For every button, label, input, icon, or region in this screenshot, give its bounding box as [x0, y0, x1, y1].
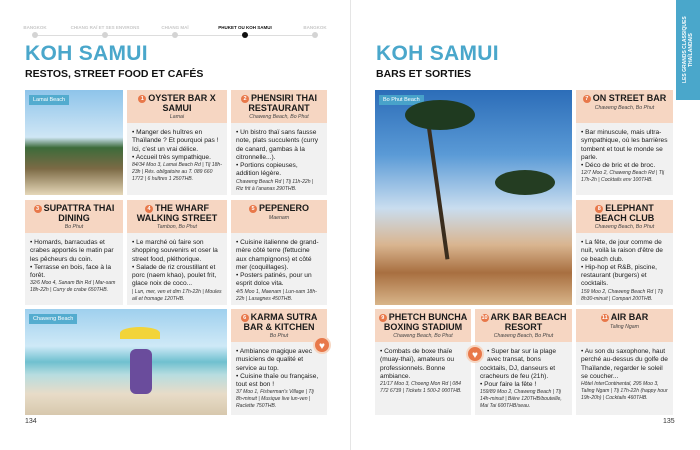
entry-info: Hôtel InterContinental, 295 Moo 3, Taling Ngam | Tlj 17h-22h (happy hour 19h-20h) | Cocktails 460THB.: [581, 381, 668, 402]
entry-karma-sutra: 6 KARMA SUTRA BAR & KITCHEN Bo Phut • Ambiance magique avec musiciens de qualité et service au top. • Cuisine thaïe ou française, tout est bon ! 37 Moo 1, Fisherman's Village | Tlj 8h-minuit | Musique live lun-ven | Raclette 750THB. ♥: [231, 309, 327, 415]
entry-location: Taling Ngam: [610, 323, 639, 330]
entry-number: 6: [241, 314, 249, 322]
entry-location: Bo Phut: [64, 224, 84, 230]
entry-phetch-buncha: 9 PHETCH BUNCHA BOXING STADIUM Chaweng Beach, Bo Phut • Combats de boxe thaïe (muay-thaï), amateurs ou professionnels. Bonne ambiance. 21/17 Moo 3, Choeng Mon Rd | 084 772 6739 | Tickets 1 500-2 000THB.: [375, 309, 471, 415]
entry-number: 5: [249, 205, 257, 213]
entry-number: 2: [241, 95, 249, 103]
entry-name: AIR BAR: [610, 312, 649, 322]
entry-location: Tambon, Bo Phut: [157, 224, 197, 230]
entry-desc: Au son du saxophone, haut perché au-dessus du golfe de Thaïlande, regarder le soleil se coucher...: [581, 348, 668, 380]
entry-info: 159 Moo 2, Chaweng Beach Rd | Tlj 8h30-minuit | Compari 200THB.: [581, 288, 663, 302]
nav-dot: [172, 32, 178, 38]
entry-location: Maenam: [268, 214, 290, 221]
favorite-heart-icon: ♥: [313, 336, 331, 354]
page-subtitle: RESTOS, STREET FOOD ET CAFÉS: [25, 68, 204, 80]
entry-info: Chaweng Beach Rd | Tlj 11h-22h | Riz frit à l'ananas 290THB.: [236, 178, 314, 192]
photo-lamai-beach: [25, 90, 123, 195]
entry-info: 12/7 Moo 2, Chaweng Beach Rd | Tlj 17h-2h | Cocktails env 100THB.: [581, 170, 665, 184]
entry-location: Chaweng Beach, Bo Phut: [493, 333, 554, 339]
entry-desc: Manger des huîtres en Thaïlande ? Et pourquoi pas ! Ici, c'est un vrai délice.: [132, 129, 219, 153]
nav-dot: [32, 32, 38, 38]
entry-desc: Combats de boxe thaïe (muay-thaï), amateurs ou professionnels. Bonne ambiance.: [380, 348, 455, 380]
entry-number: 10: [481, 315, 488, 321]
entry-desc: Cuisine thaïe ou française, tout est bon !: [236, 372, 319, 389]
chapter-side-tab[interactable]: LES GRANDS CLASSIQUES THAÏLANDAIS: [676, 0, 700, 100]
nav-step-bangkok[interactable]: BANGKOK: [23, 25, 47, 30]
entry-location: Bo Phut: [269, 333, 289, 339]
entry-number: 8: [595, 205, 603, 213]
entry-name: ELEPHANT BEACH CLUB: [594, 203, 655, 223]
entry-oyster-bar: 1 OYSTER BAR X SAMUI Lamai • Manger des huîtres en Thaïlande ? Et pourquoi pas ! Ici, c'est un vrai délice. • Accueil très sympathique. 84/34 Moo 3, Lamai Beach Rd | Tlj 18h-23h | Rés. obligatoire au T. 089 660 1772 | 6 huîtres 1 250THB.: [127, 90, 227, 195]
entry-name: ON STREET BAR: [592, 93, 667, 103]
entry-info: 4/5 Moo 1, Maenam | Lun-sam 18h-22h | Lasagnes 450THB.: [236, 288, 317, 302]
palm-trunk-graphic: [425, 110, 450, 259]
vendor-graphic: [130, 349, 152, 394]
photo-chaweng-beach: [25, 309, 227, 415]
entry-desc: Terrasse en bois, face à la forêt.: [30, 263, 111, 280]
entry-name: THE WHARF WALKING STREET: [136, 203, 218, 223]
entry-info: | Lun, mer, ven et dim 17h-22h | Moules ail et fromage 120THB.: [132, 288, 222, 302]
entry-supattra: 3 SUPATTRA THAI DINING Bo Phut • Homards, barracudas et crabes apportés le matin par les pêcheurs du coin. • Terrasse en bois, face à la forêt. 32/6 Moo 4, Sanam Bin Rd | Mar-sam 18h-22h | Curry de crabe 650THB.: [25, 200, 123, 305]
entry-desc: Homards, barracudas et crabes apportés le matin par les pêcheurs du coin.: [30, 239, 114, 263]
photo-caption: Chaweng Beach: [29, 314, 77, 324]
entry-pepenero: 5 PEPENERO Maenam • Cuisine italienne de grand-mère côté terre (fettucine aux champignons) et côté mer (coquillages). • Posters patinés, pour un esprit dolce vita. 4/5 Moo 1, Maenam | Lun-sam 18h-22h | Lasagnes 450THB.: [231, 200, 327, 305]
entry-location: Lamai: [169, 114, 185, 120]
photo-caption: Bo Phut Beach: [379, 95, 424, 105]
entry-elephant-beach-club: 8 ELEPHANT BEACH CLUB Chaweng Beach, Bo Phut • La fête, de jour comme de nuit, voilà la raison d'être de ce beach club. • Hip-hop et R&B, piscine, restaurant (burgers) et cocktails. 159 Moo 2, Chaweng Beach Rd | Tlj 8h30-minuit | Compari 200THB.: [576, 200, 673, 305]
entry-desc: Déco de bric et de broc.: [585, 162, 656, 170]
entry-desc: Cuisine italienne de grand-mère côté terre (fettucine aux champignons) et côté mer (coquillages).: [236, 239, 319, 271]
page-title: KOH SAMUI: [376, 42, 499, 65]
entry-desc: Ambiance magique avec musiciens de qualité et service au top.: [236, 348, 312, 372]
entry-desc: Super bar sur la plage avec transat, bons cocktails, DJ, danseurs et cracheurs de feu (21h).: [480, 348, 557, 380]
palm-fronds-graphic: [405, 100, 475, 130]
entry-desc: Un bistro thaï sans fausse note, plats succulents (curry de canard, gambas à la citronnelle...).: [236, 129, 319, 161]
entry-number: 1: [138, 95, 146, 103]
nav-dot: [102, 32, 108, 38]
entry-desc: Bar minuscule, mais ultra-sympathique, où les barrières tombent et tout le monde se parle.: [581, 129, 668, 161]
entry-number: 3: [34, 205, 42, 213]
entry-desc: Hip-hop et R&B, piscine, restaurant (burgers) et cocktails.: [581, 263, 657, 288]
favorite-heart-icon: ♥: [466, 345, 484, 363]
entry-on-street-bar: 7 ON STREET BAR Chaweng Beach, Bo Phut • Bar minuscule, mais ultra-sympathique, où les barrières tombent et tout le monde se parle. • Déco de bric et de broc. 12/7 Moo 2, Chaweng Beach Rd | Tlj 17h-2h | Cocktails env 100THB.: [576, 90, 673, 195]
entry-location: Chaweng Beach, Bo Phut: [594, 224, 655, 230]
nav-dot-active: [242, 32, 248, 38]
entry-location: Chaweng Beach, Bo Phut: [594, 104, 655, 111]
entry-name: ARK BAR BEACH RESORT: [490, 312, 567, 332]
entry-name: PEPENERO: [258, 203, 309, 213]
entry-air-bar: 11 AIR BAR Taling Ngam • Au son du saxophone, haut perché au-dessus du golfe de Thaïlande, regarder le soleil se coucher... Hôtel InterContinental, 295 Moo 3, Taling Ngam | Tlj 17h-22h (happy hour 19h-20h) | Cocktails 460THB.: [576, 309, 673, 415]
palm-fronds-graphic: [495, 170, 555, 195]
entry-wharf: 4 THE WHARF WALKING STREET Tambon, Bo Phut • Le marché où faire son shopping souvenirs et oser la street food, pléthorique. • Salade de riz croustillant et porc (naem khao), poulet frit, glace noix de coco... | Lun, mer, ven et dim 17h-22h | Moules ail et fromage 120THB.: [127, 200, 227, 305]
entry-name: KARMA SUTRA BAR & KITCHEN: [243, 312, 318, 332]
entry-desc: Posters patinés, pour un esprit dolce vita.: [236, 272, 312, 288]
entry-desc: Pour faire la fête !: [484, 381, 537, 389]
entry-info: 37 Moo 1, Fisherman's Village | Tlj 8h-minuit | Musique live lun-ven | Raclette 750THB.: [236, 389, 314, 410]
entry-name: PHETCH BUNCHA BOXING STADIUM: [383, 312, 468, 332]
nav-step-chiang-mai[interactable]: CHIANG MAÏ: [161, 25, 189, 30]
entry-desc: Portions copieuses, addition légère.: [236, 162, 298, 178]
entry-desc: La fête, de jour comme de nuit, voilà la raison d'être de ce beach club.: [581, 239, 663, 263]
nav-step-bangkok-2[interactable]: BANGKOK: [303, 25, 327, 30]
entry-desc: Accueil très sympathique.: [135, 153, 211, 161]
entry-number: 7: [583, 95, 591, 103]
entry-number: 4: [145, 205, 153, 213]
entry-ark-bar: 10 ARK BAR BEACH RESORT Chaweng Beach, Bo Phut • Super bar sur la plage avec transat, bons cocktails, DJ, danseurs et cracheurs de feu (21h). • Pour faire la fête ! 159/89 Moo 2, Chaweng Beach | Tlj 14h-minuit | Bière 120THB/bouteille, Mai Tai 600THB/seau. ♥: [475, 309, 572, 415]
entry-info: 159/89 Moo 2, Chaweng Beach | Tlj 14h-minuit | Bière 120THB/bouteille, Mai Tai 600THB/seau.: [480, 389, 562, 410]
nav-step-phuket-koh-samui[interactable]: PHUKET OU KOH SAMUI: [218, 25, 272, 30]
umbrella-graphic: [120, 327, 160, 339]
entry-location: Chaweng Beach, Bo Phut: [249, 114, 309, 120]
entry-name: PHENSIRI THAI RESTAURANT: [248, 93, 317, 113]
page-subtitle: BARS ET SORTIES: [376, 68, 472, 80]
page-title: KOH SAMUI: [25, 42, 148, 65]
entry-number: 11: [601, 315, 608, 321]
entry-desc: Salade de riz croustillant et porc (naem khao), poulet frit, glace noix de coco...: [132, 263, 217, 288]
photo-bo-phut-beach: [375, 90, 572, 305]
entry-name: SUPATTRA THAI DINING: [43, 203, 115, 223]
entry-info: 21/17 Moo 3, Choeng Mon Rd | 084 772 6739 | Tickets 1 500-2 000THB.: [380, 381, 462, 395]
entry-desc: Le marché où faire son shopping souvenirs et oser la street food, pléthorique.: [132, 239, 218, 263]
entry-number: 9: [379, 314, 387, 322]
page-number: 134: [25, 418, 37, 425]
photo-caption: Lamai Beach: [29, 95, 69, 105]
chapter-progress-nav: [10, 14, 340, 44]
entry-info: 84/34 Moo 3, Lamai Beach Rd | Tlj 18h-23h | Rés. obligatoire au T. 089 660 1772 | 6 huîtres 1 250THB.: [132, 162, 222, 183]
entry-phensiri: 2 PHENSIRI THAI RESTAURANT Chaweng Beach, Bo Phut • Un bistro thaï sans fausse note, plats succulents (curry de canard, gambas à la citronnelle...). • Portions copieuses, addition légère. Chaweng Beach Rd | Tlj 11h-22h | Riz frit à l'ananas 290THB.: [231, 90, 327, 195]
entry-name: OYSTER BAR X SAMUI: [148, 93, 216, 113]
page-number: 135: [663, 418, 675, 425]
nav-dot: [312, 32, 318, 38]
right-page: [350, 0, 700, 450]
entry-info: 32/6 Moo 4, Sanam Bin Rd | Mar-sam 18h-22h | Curry de crabe 650THB.: [30, 280, 116, 294]
entry-location: Chaweng Beach, Bo Phut: [393, 333, 453, 339]
nav-step-chiang-rai[interactable]: CHIANG RAÏ ET SES ENVIRONS: [70, 25, 140, 30]
